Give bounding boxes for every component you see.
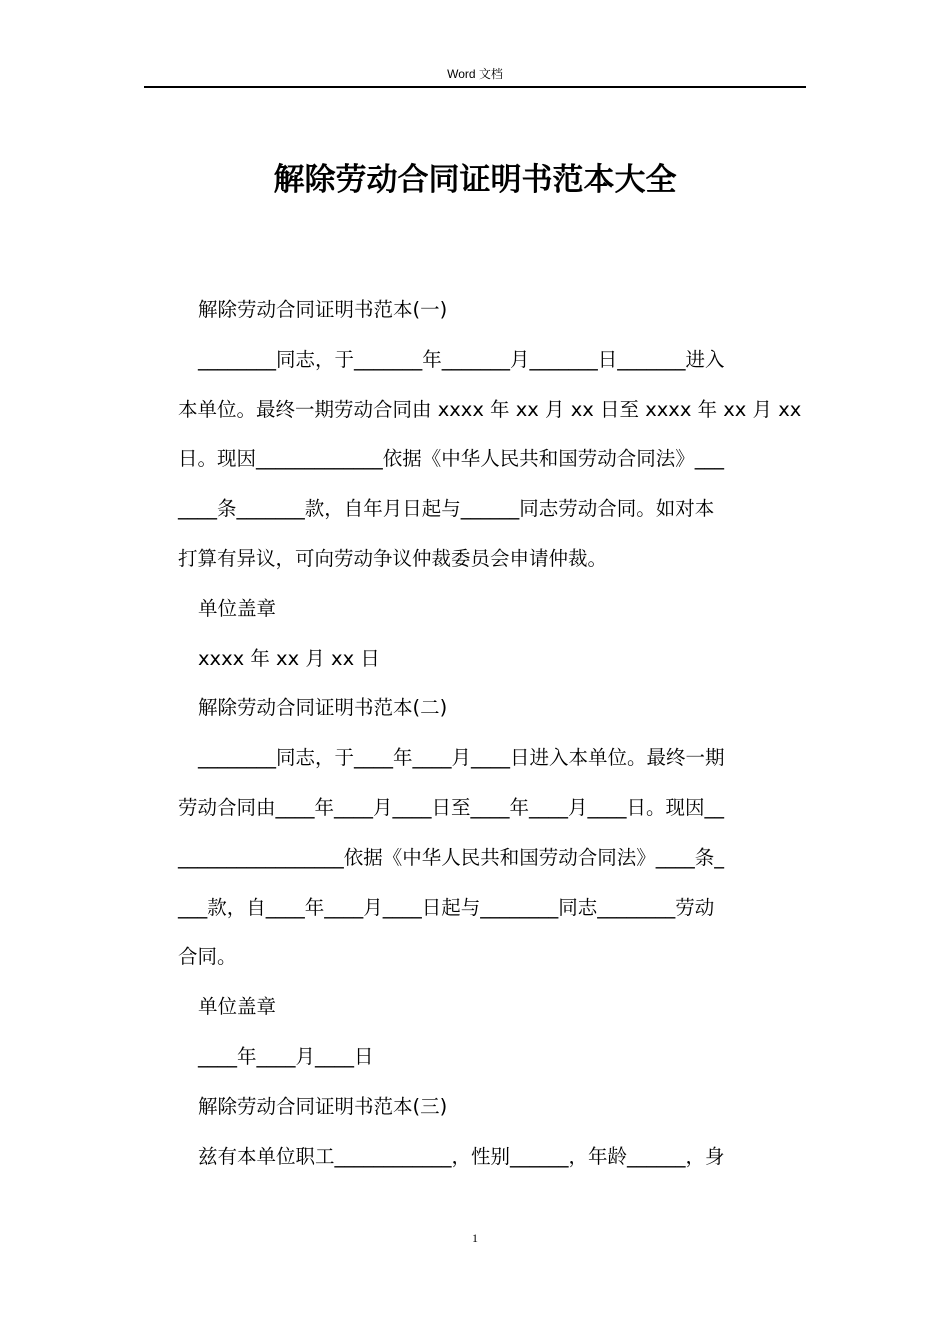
paragraph-line: 劳动合同由____年____月____日至____年____月____日。现因__ — [178, 795, 725, 819]
paragraph-line: 本单位。最终一期劳动合同由 xxxx 年 xx 月 xx 日至 xxxx 年 xx 月 xx — [178, 397, 802, 421]
paragraph-line: 兹有本单位职工____________，性别______，年龄______，身 — [198, 1144, 725, 1168]
paragraph-line: ___款，自____年____月____日起与________同志________劳动 — [178, 895, 715, 919]
paragraph-line: _________________依据《中华人民共和国劳动合同法》____条_ — [178, 845, 725, 869]
document-body — [178, 285, 802, 1181]
paragraph-line: 打算有异议，可向劳动争议仲裁委员会申请仲裁。 — [178, 546, 608, 570]
date-line: xxxx 年 xx 月 xx 日 — [198, 646, 380, 670]
paragraph-line: ________同志，于_______年_______月_______日_______进入 — [198, 347, 725, 371]
document-title: 解除劳动合同证明书范本大全 — [273, 162, 677, 198]
signature-line: 单位盖章 — [198, 596, 277, 620]
section-heading-3: 解除劳动合同证明书范本(三) — [198, 1094, 448, 1118]
page-header: Word 文档 — [447, 67, 503, 81]
paragraph-line: ____条_______款，自年月日起与______同志劳动合同。如对本 — [178, 497, 715, 521]
date-line: ____年____月____日 — [198, 1044, 374, 1068]
page-number: 1 — [472, 1231, 478, 1245]
paragraph-line: ________同志，于____年____月____日进入本单位。最终一期 — [198, 746, 725, 770]
paragraph-line: 合同。 — [178, 945, 237, 969]
signature-line: 单位盖章 — [198, 995, 277, 1019]
header-divider — [144, 86, 806, 88]
paragraph-line: 日。现因_____________依据《中华人民共和国劳动合同法》___ — [178, 447, 725, 471]
section-heading-1: 解除劳动合同证明书范本(一) — [198, 298, 448, 321]
section-heading-2: 解除劳动合同证明书范本(二) — [198, 696, 448, 720]
